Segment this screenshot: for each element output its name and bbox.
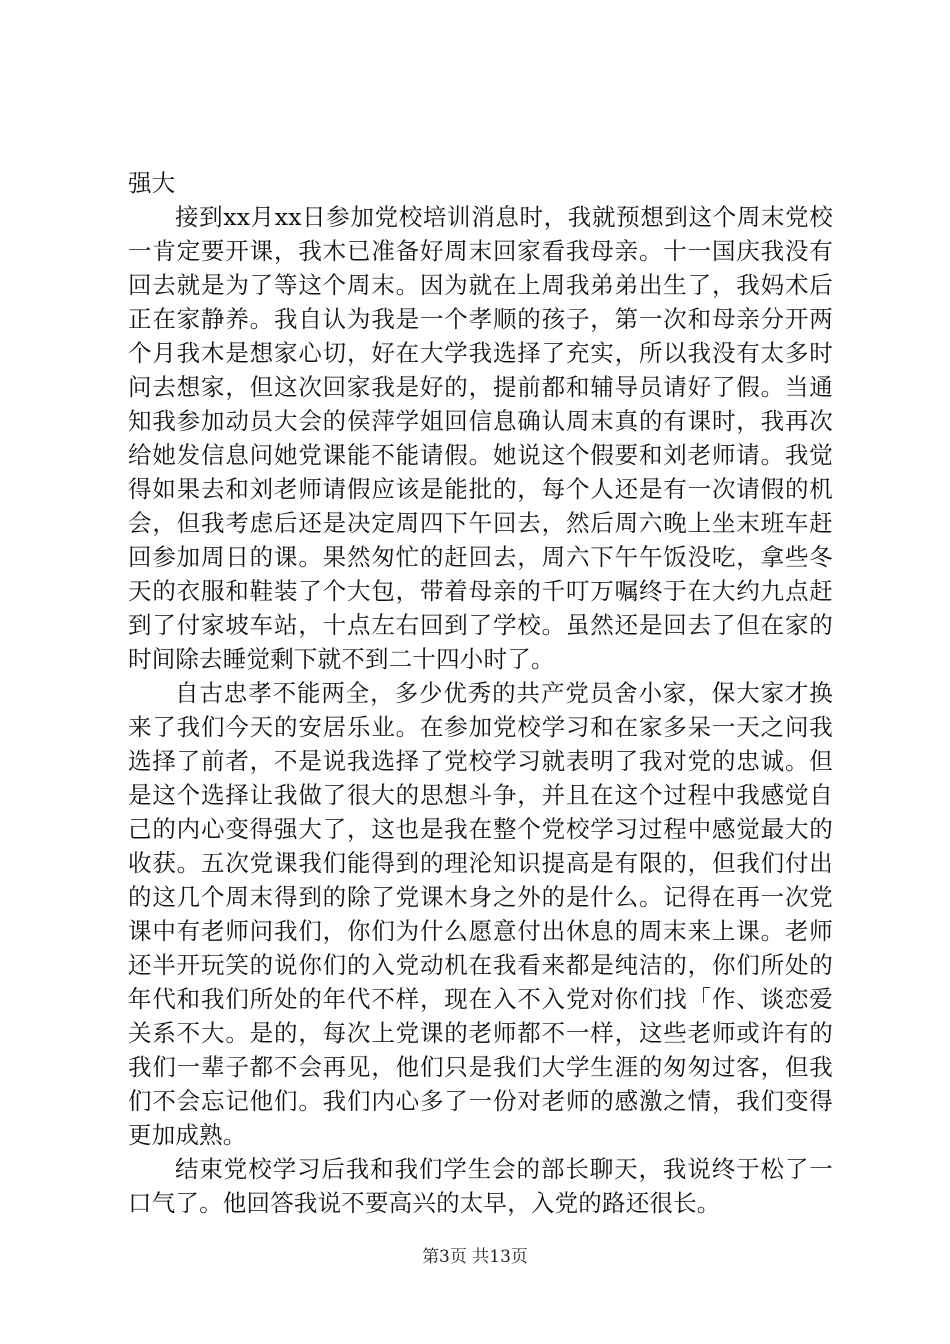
page-footer: 第3页 共13页 <box>422 1247 528 1267</box>
paragraph-fragment: 强大 <box>128 169 176 197</box>
paragraph: 接到xx月xx日参加党校培训消息时，我就预想到这个周末党校一肯定要开课，我木已准备好周末回家看我母亲。十一国庆我没有回去就是为了等这个周末。因为就在上周我弟弟出生了，我妈术后正在家静养。我自认为我是一个孝顺的孩子，第一次和母亲分开两个月我木是想家心切，好在大学我选择了充实，所以我没有太多时问去想家，但这次回家我是好的，提前都和辅导员请好了假。当通知我参加动员大会的侯萍学姐回信息确认周末真的有课时，我再次给她发信息问她党课能不能请假。她说这个假要和刘老师请。我觉得如果去和刘老师请假应该是能批的，每个人还是有一次请假的机会，但我考虑后还是决定周四下午回去，然后周六晚上坐末班车赶回参加周日的课。果然匆忙的赶回去，周六下午午饭没吃，拿些冬天的衣服和鞋装了个大包，带着母亲的千叮万嘱终于在大约九点赶到了付家坡车站，十点左右回到了学校。虽然还是回去了但在家的时间除去睡觉剩下就不到二十四小时了。 <box>128 203 833 673</box>
document-body <box>128 166 833 1220</box>
paragraph: 结束党校学习后我和我们学生会的部长聊天，我说终于松了一口气了。他回答我说不要高兴的太早，入党的路还很长。 <box>128 1155 833 1217</box>
paragraph: 自古忠孝不能两全，多少优秀的共产党员舍小家，保大家才换来了我们今天的安居乐业。在参加党校学习和在家多呆一天之问我选择了前者，不是说我选择了党校学习就表明了我对党的忠诚。但是这个选择让我做了很大的思想斗争，并且在这个过程中我感觉自己的内心变得强大了，这也是我在整个党校学习过程中感觉最大的收获。五次党课我们能得到的理沦知识提高是有限的，但我们付出的这几个周末得到的除了党课木身之外的是什么。记得在再一次党课中有老师问我们，你们为什么愿意付出休息的周末来上课。老师还半开玩笑的说你们的入党动机在我看来都是纯洁的，你们所处的年代和我们所处的年代不样，现在入不入党对你们找「作、谈恋爱关系不大。是的，每次上党课的老师都不一样，这些老师或许有的我们一辈子都不会再见，他们只是我们大学生涯的匆匆过客，但我们不会忘记他们。我们内心多了一份对老师的感激之情，我们变得更加成熟。 <box>128 679 833 1149</box>
